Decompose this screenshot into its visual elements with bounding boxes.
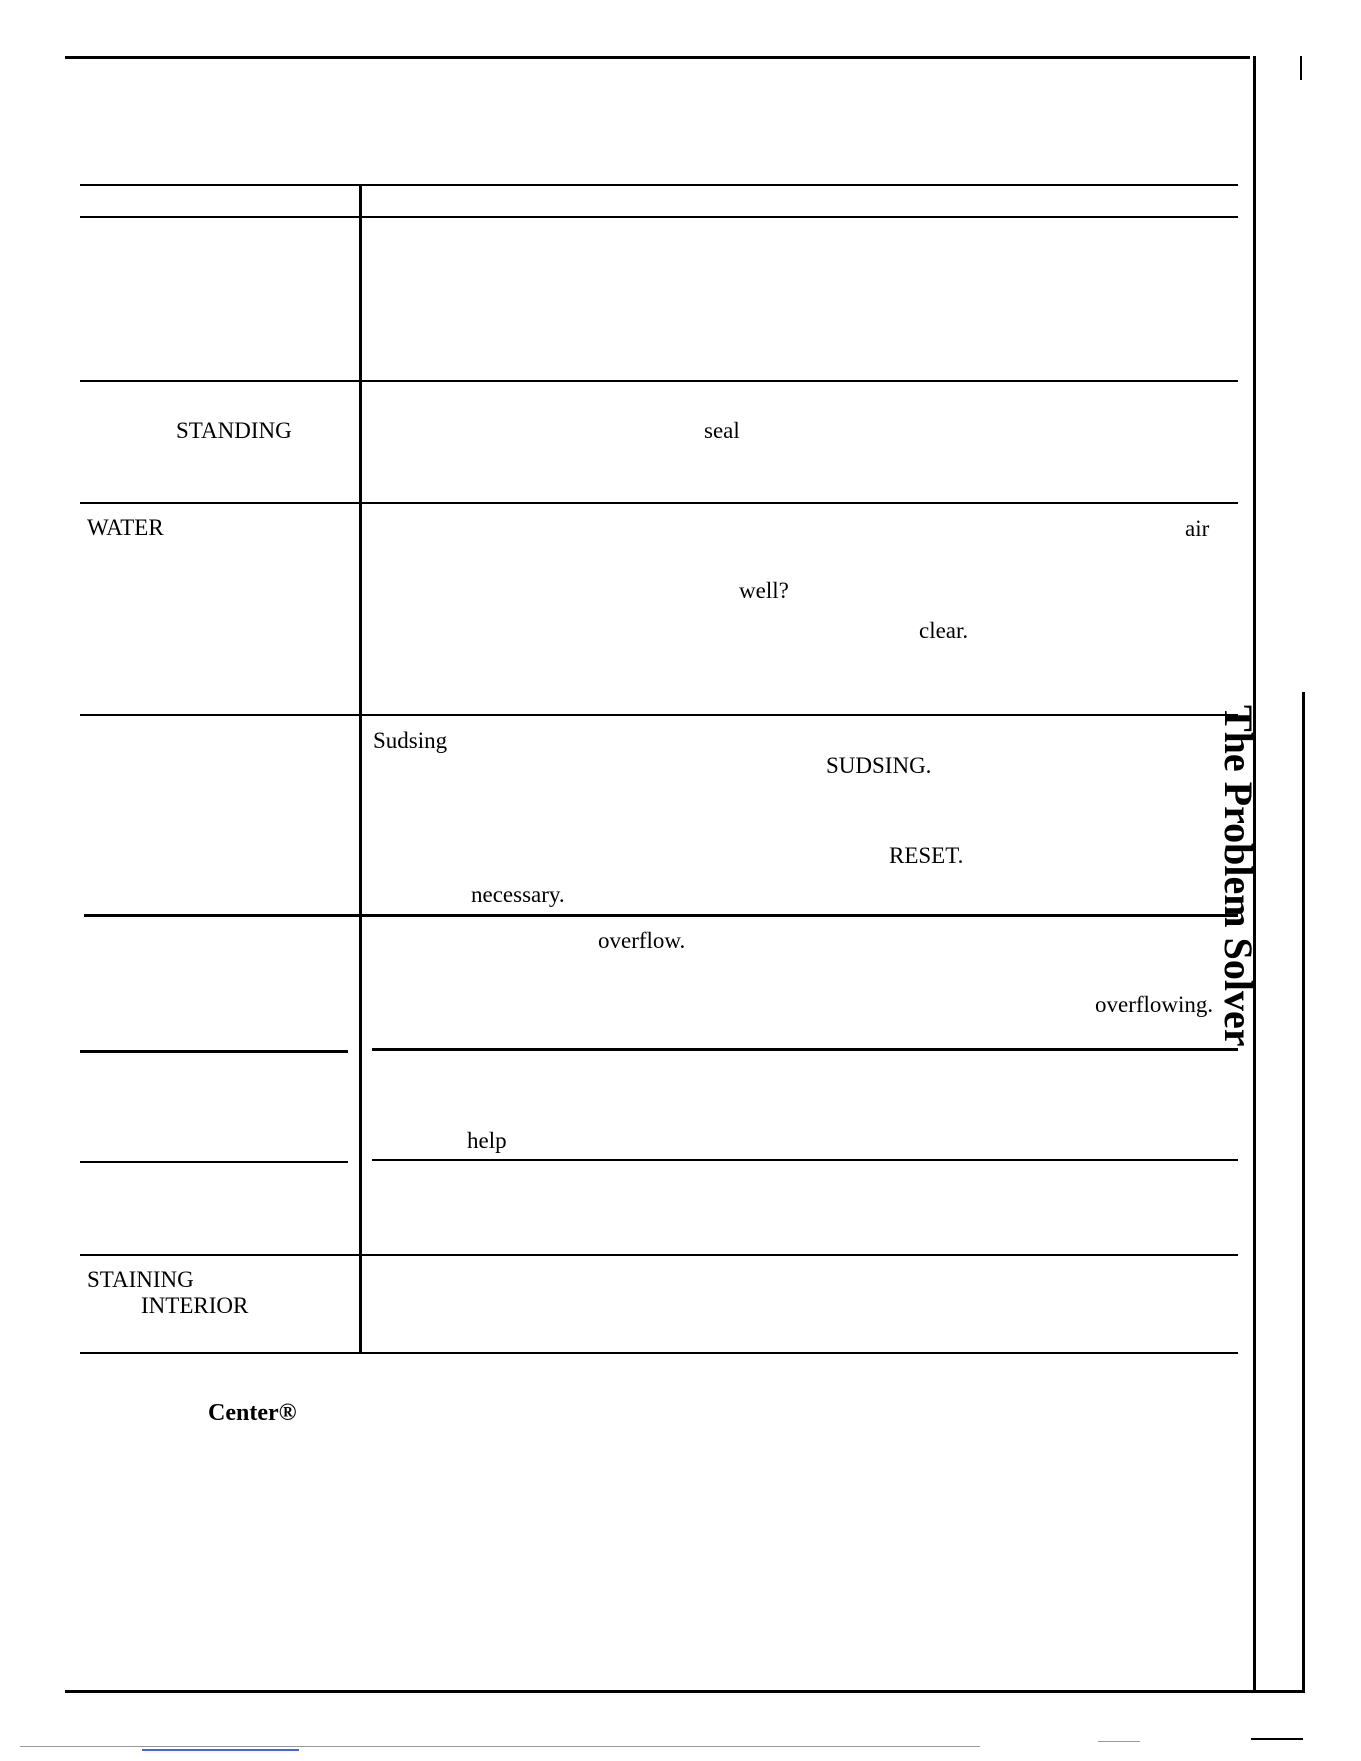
cause-text-necessary: necessary. xyxy=(471,882,565,907)
table-bottom-rule xyxy=(80,1352,1238,1354)
footer-right-rule xyxy=(1251,1738,1303,1740)
problem-label-interior: INTERIOR xyxy=(141,1293,249,1318)
cause-text-overflowing: overflowing. xyxy=(1095,992,1214,1017)
top-border xyxy=(65,56,1250,59)
side-title-text: The Problem Solver xyxy=(1216,705,1261,1047)
table-header-bottom-rule xyxy=(80,216,1238,218)
top-right-tick xyxy=(1300,56,1302,80)
service-center-text: Center® xyxy=(208,1400,297,1426)
row-divider-6-right xyxy=(372,1159,1238,1161)
cause-text-sudsing: Sudsing xyxy=(373,728,448,753)
cause-text-sudsing-caps: SUDSING. xyxy=(826,753,932,778)
row-divider-5-right xyxy=(372,1048,1238,1051)
row-divider-1 xyxy=(80,380,1238,382)
cause-text-seal: seal xyxy=(704,418,740,443)
cause-text-reset: RESET. xyxy=(889,843,964,868)
footer-scan-mark xyxy=(1098,1741,1140,1742)
cause-text-clear: clear. xyxy=(919,618,969,643)
row-divider-2 xyxy=(80,502,1238,504)
footer-scan-line xyxy=(20,1746,980,1747)
cause-text-air: air xyxy=(1185,516,1210,541)
problem-label-staining: STAINING xyxy=(87,1267,194,1292)
row-divider-5-left xyxy=(80,1050,348,1053)
table-header-top-rule xyxy=(80,184,1238,186)
cause-text-overflow: overflow. xyxy=(598,928,686,953)
row-divider-4 xyxy=(84,914,1238,917)
problem-label-standing: STANDING xyxy=(176,418,292,443)
row-divider-3 xyxy=(80,714,1238,716)
cause-text-well: well? xyxy=(739,578,789,603)
cause-text-help: help xyxy=(467,1128,507,1153)
row-divider-7 xyxy=(80,1254,1238,1256)
footer-link-underline[interactable] xyxy=(142,1749,299,1751)
right-frame-outer xyxy=(1302,692,1305,1692)
problem-label-water: WATER xyxy=(87,515,164,540)
column-divider xyxy=(359,184,362,1353)
bottom-border xyxy=(65,1690,1305,1693)
row-divider-6-left xyxy=(80,1161,348,1163)
